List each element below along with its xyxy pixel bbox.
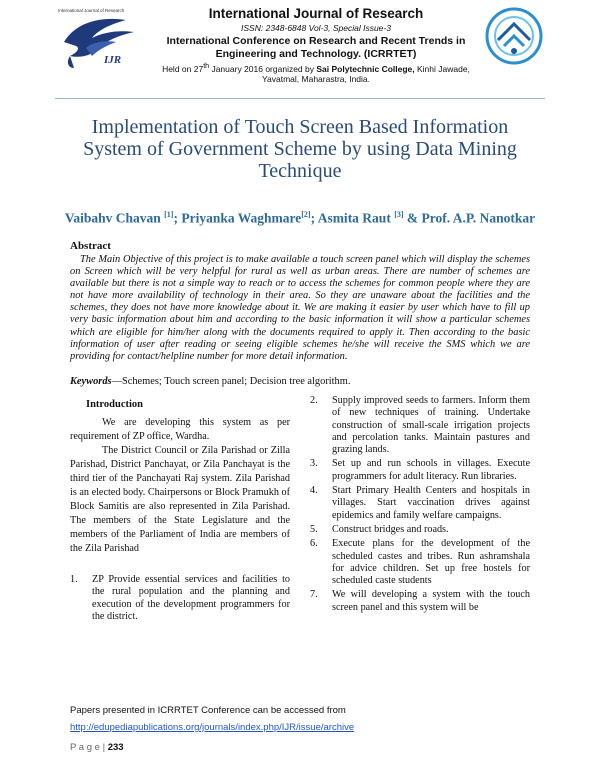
held-mid: January 2016 organized by (209, 63, 317, 74)
list-item (310, 458, 530, 483)
intro-paragraph-2: The District Council or Zila Parishad or Zilla Parishad, District Panchayat, or Zila Panchayat is the third tier of the Panchayati Raj system. Zila Parishad is an elected body. Chairpersons or Block Pramukh of Block Samitis are also represented in Zila Parishad. The members of the State Legislature and the members of the Parliament of India are members of the Zila Parishad (70, 445, 290, 554)
left-column (70, 392, 290, 623)
keywords-line (70, 376, 530, 387)
author-2-ref: [2] (301, 210, 311, 219)
functions-list-right (310, 395, 530, 614)
held-college: Sai Polytechnic College, (316, 63, 415, 74)
author-list (60, 205, 540, 229)
held-suffix: Kinhi Jawade, Yavatmal, Maharastra, India. (261, 63, 470, 85)
list-item (70, 574, 290, 623)
footer-access-note: Papers presented in ICRRTET Conference can be accessed from (70, 705, 346, 716)
right-column (310, 395, 530, 616)
list-item-number: 1. (70, 574, 78, 585)
page-header (0, 0, 600, 96)
page-label: P a g e | (70, 742, 108, 753)
header-divider (55, 98, 545, 99)
abstract-heading: Abstract (70, 240, 111, 252)
list-item (310, 395, 530, 456)
author-1: Vaibahv Chavan (64, 210, 165, 226)
list-item-text: Start Primary Health Centers and hospitals in villages. Start vaccination drives against epidemics and family welfare campaigns. (332, 485, 530, 521)
author-1-ref: [1] (164, 210, 174, 219)
list-item-number: 6. (310, 538, 318, 550)
conference-name: International Conference on Research and Recent Trends in Engineering and Technology. (ICRRTET) (166, 35, 466, 60)
page-number-line (70, 742, 124, 753)
list-item-number: 4. (310, 485, 318, 497)
list-item (310, 485, 530, 522)
eagle-logo-icon (56, 12, 148, 72)
held-line (150, 61, 482, 85)
held-sup: th (203, 62, 210, 70)
functions-list-left (70, 574, 290, 623)
list-item-text: ZP Provide essential services and facilities to the rural population and the planning and execution of the development programmers for the district. (92, 574, 290, 622)
logo-tagline: International Journal of Research (58, 8, 125, 13)
author-4: & Prof. A.P. Nanotkar (403, 210, 536, 226)
journal-logo (56, 2, 148, 82)
list-item-number: 2. (310, 395, 318, 406)
list-item-number: 7. (310, 589, 318, 601)
list-item-text: Construct bridges and roads. (332, 523, 449, 535)
conference-logo-icon (484, 6, 544, 66)
page-number: 233 (107, 742, 124, 753)
list-item (310, 538, 530, 587)
list-item (310, 589, 530, 614)
keywords-text: —Schemes; Touch screen panel; Decision tree algorithm. (111, 376, 351, 387)
author-3: ; Asmita Raut (310, 210, 395, 226)
author-3-ref: [3] (394, 210, 404, 219)
issn-line: ISSN: 2348-6848 Vol-3, Special Issue-3 (241, 23, 391, 33)
intro-paragraph-1: We are developing this system as per requirement of ZP office, Wardha. (70, 417, 290, 442)
list-item-text: Set up and run schools in villages. Execute programmers for adult literacy. Run libraries. (332, 458, 530, 482)
list-item-text: Execute plans for the development of the scheduled castes and tribes. Run ashramshala for advice children. Set up free hostels for scheduled caste students (332, 538, 530, 587)
list-item (310, 524, 530, 536)
list-item-number: 3. (310, 458, 318, 470)
keywords-label: Keywords (70, 376, 112, 387)
list-item-text: Supply improved seeds to farmers. Inform them of new techniques of training. Undertake construction of small-scale irrigation projects and percolation tanks. Maintain pastures and grazing lands. (332, 395, 530, 456)
author-2: ; Priyanka Waghmare (173, 210, 302, 226)
held-prefix: Held on 27 (162, 63, 204, 74)
list-item-text: We will developing a system with the touch screen panel and this system will be (332, 589, 530, 613)
list-item-number: 5. (310, 523, 318, 535)
paper-title: Implementation of Touch Screen Based Information System of Government Scheme by using Data Mining Technique (83, 116, 517, 182)
journal-title: International Journal of Research (208, 6, 424, 21)
abstract-body: The Main Objective of this project is to make available a touch screen panel which will display the schemes on Screen which will be very helpful for rural as well as urban areas. There are number of schemes are available but there is not a simple way to reach or to access the schemes for common people where they are not have more availability of technology in their area. So they are unaware about the facilities and the schemes, they does not have more knowledge about it. We are making it easier by user which have to fill up very basic information about him and according to the basic information it will show a particular schemes which are eligible for him/her along with the documents required to apply it. Then according to the basic information of user after reading or seeing eligible schemes he/she will receive the SMS which we are providing for contact/helpline number for more detail information. (70, 254, 530, 362)
introduction-heading: Introduction (86, 399, 143, 410)
journal-header-text (150, 6, 482, 85)
archive-link[interactable]: http://edupediapublications.org/journals/index.php/IJR/issue/archive (70, 722, 355, 733)
logo-ijr-text: IJR (104, 54, 122, 66)
